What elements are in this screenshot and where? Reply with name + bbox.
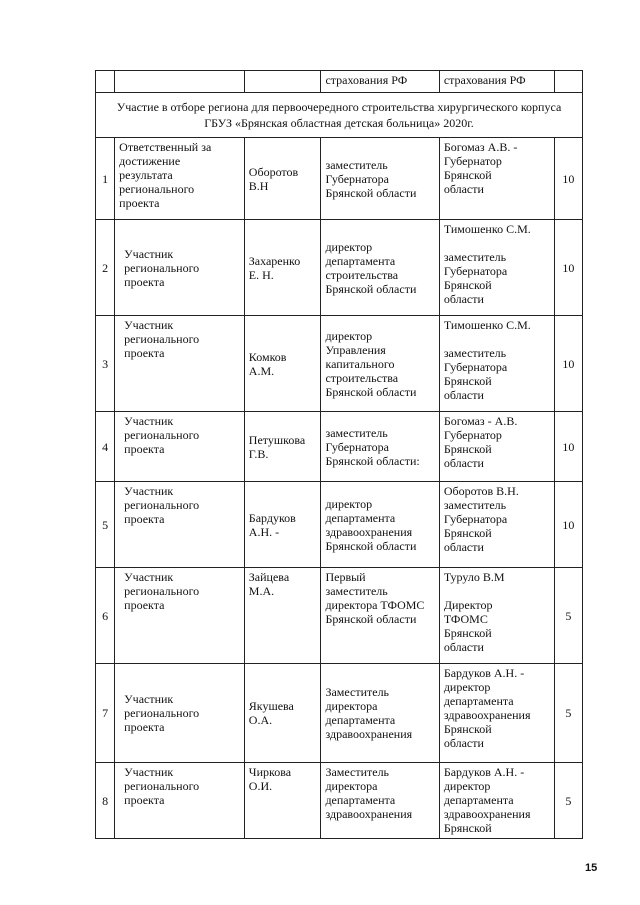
- row-number: 8: [96, 763, 115, 839]
- section-title: Участие в отборе региона для первоочередного строительства хирургического корпуса ГБУЗ «Брянская областная детская больница» 2020г.: [96, 93, 583, 138]
- table-section-header: [96, 93, 583, 138]
- project-participants-table: [95, 70, 583, 839]
- table-row-continuation: [96, 71, 583, 93]
- row-number: 6: [96, 568, 115, 664]
- row-score: 5: [554, 568, 582, 664]
- row-role: Участник регионального проекта: [115, 316, 245, 412]
- row-position: директор департамента строительства Брянской области: [321, 220, 439, 316]
- table-row: [96, 482, 583, 568]
- row-position: заместитель Губернатора Брянской области: [321, 138, 439, 220]
- row-score: 10: [554, 412, 582, 482]
- cell-position: страхования РФ: [321, 71, 439, 93]
- row-number: 7: [96, 664, 115, 763]
- row-supervisor: Бардуков А.Н. - директор департамента здравоохранения Брянской области: [439, 664, 554, 763]
- row-position: директор Управления капитального строительства Брянской области: [321, 316, 439, 412]
- row-score: 10: [554, 138, 582, 220]
- row-score: 5: [554, 763, 582, 839]
- row-supervisor: Тимошенко С.М. заместитель Губернатора Брянской области: [439, 220, 554, 316]
- row-number: 2: [96, 220, 115, 316]
- row-position: директор департамента здравоохранения Брянской области: [321, 482, 439, 568]
- row-name: Оборотов В.Н: [244, 138, 321, 220]
- cell-role: [115, 71, 245, 93]
- row-number: 1: [96, 138, 115, 220]
- row-name: Якушева О.А.: [244, 664, 321, 763]
- row-number: 5: [96, 482, 115, 568]
- row-supervisor: Туруло В.М Директор ТФОМС Брянской области: [439, 568, 554, 664]
- row-score: 10: [554, 220, 582, 316]
- row-name: Чиркова О.И.: [244, 763, 321, 839]
- table-row: [96, 763, 583, 839]
- table-row: [96, 316, 583, 412]
- row-role: Участник регионального проекта: [115, 482, 245, 568]
- row-name: Бардуков А.Н. -: [244, 482, 321, 568]
- row-name: Захаренко Е. Н.: [244, 220, 321, 316]
- row-supervisor: Богомаз - А.В. Губернатор Брянской области: [439, 412, 554, 482]
- row-role: Участник регионального проекта: [115, 664, 245, 763]
- row-supervisor: Бардуков А.Н. - директор департамента здравоохранения Брянской: [439, 763, 554, 839]
- cell-score: [554, 71, 582, 93]
- row-position: Первый заместитель директора ТФОМС Брянской области: [321, 568, 439, 664]
- row-number: 4: [96, 412, 115, 482]
- row-number: 3: [96, 316, 115, 412]
- row-score: 5: [554, 664, 582, 763]
- row-supervisor: Тимошенко С.М. заместитель Губернатора Брянской области: [439, 316, 554, 412]
- cell-num: [96, 71, 115, 93]
- row-supervisor: Оборотов В.Н. заместитель Губернатора Брянской области: [439, 482, 554, 568]
- row-score: 10: [554, 316, 582, 412]
- row-role: Участник регионального проекта: [115, 763, 245, 839]
- row-position: заместитель Губернатора Брянской области:: [321, 412, 439, 482]
- row-role: Ответственный за достижение результата регионального проекта: [115, 138, 245, 220]
- row-name: Комков А.М.: [244, 316, 321, 412]
- table-row: [96, 664, 583, 763]
- row-position: Заместитель директора департамента здравоохранения: [321, 664, 439, 763]
- table-row: [96, 220, 583, 316]
- table-row: [96, 138, 583, 220]
- row-position: Заместитель директора департамента здравоохранения: [321, 763, 439, 839]
- cell-name: [244, 71, 321, 93]
- cell-supervisor: страхования РФ: [439, 71, 554, 93]
- row-name: Петушкова Г.В.: [244, 412, 321, 482]
- table-row: [96, 568, 583, 664]
- row-role: Участник регионального проекта: [115, 412, 245, 482]
- page-number: 15: [585, 862, 598, 874]
- table-row: [96, 412, 583, 482]
- row-role: Участник регионального проекта: [115, 220, 245, 316]
- row-role: Участник регионального проекта: [115, 568, 245, 664]
- row-score: 10: [554, 482, 582, 568]
- row-name: Зайцева М.А.: [244, 568, 321, 664]
- row-supervisor: Богомаз А.В. - Губернатор Брянской области: [439, 138, 554, 220]
